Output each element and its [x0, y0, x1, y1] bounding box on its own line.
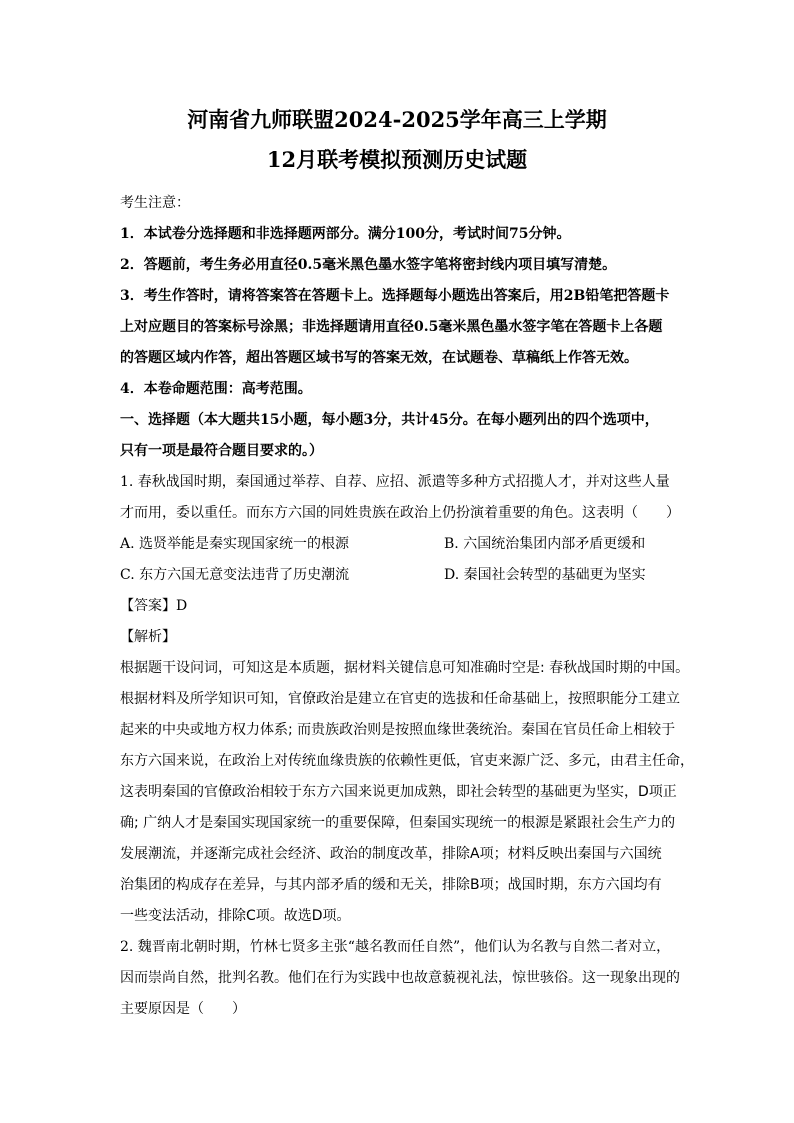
notice-item-1: 1．本试卷分选择题和非选择题两部分。满分100分，考试时间75分钟。	[120, 226, 571, 242]
question-2-stem-line-2: 因而崇尚自然，批判名教。他们在行为实践中也故意藐视礼法，惊世骇俗。这一现象出现的	[120, 970, 680, 986]
analysis-line: 根据题干设问词，可知这是本质题，据材料关键信息可知准确时空是: 春秋战国时期的中国。	[120, 660, 690, 676]
option-a: A. 选贤举能是秦实现国家统一的根源	[120, 536, 350, 552]
option-c: C. 东方六国无意变法违背了历史潮流	[120, 567, 350, 583]
notice-item-3-line-3: 的答题区域内作答，超出答题区域书写的答案无效，在试题卷、草稿纸上作答无效。	[120, 350, 638, 366]
notice-item-2: 2．答题前，考生务必用直径0.5毫米黑色墨水签字笔将密封线内项目填写清楚。	[120, 257, 617, 273]
analysis-line: 东方六国来说，在政治上对传统血缘贵族的依赖性更低，官吏来源广泛、多元，由君主任命，	[120, 753, 694, 769]
analysis-line: 这表明秦国的官僚政治相较于东方六国来说更加成熟，即社会转型的基础更为坚实，D项正	[120, 784, 677, 800]
notice-item-4: 4．本卷命题范围：高考范围。	[120, 381, 312, 397]
question-2-stem-line-3: 主要原因是（ ）	[120, 1001, 246, 1017]
analysis-line: 发展潮流，并逐渐完成社会经济、政治的制度改革，排除A项；材料反映出秦国与六国统	[120, 846, 662, 862]
analysis-line: 确; 广纳人才是秦国实现国家统一的重要保障，但秦国实现统一的根源是紧跟社会生产力的	[120, 815, 676, 831]
analysis-line: 根据材料及所学知识可知，官僚政治是建立在官吏的选拔和任命基础上，按照职能分工建立	[120, 691, 680, 707]
analysis-heading: 【解析】	[120, 629, 176, 645]
title-line-2: 12月联考模拟预测历史试题	[266, 147, 528, 172]
notice-item-3-line-2: 上对应题目的答案标号涂黑；非选择题请用直径0.5毫米黑色墨水签字笔在答题卡上各题	[120, 319, 663, 335]
analysis-body	[120, 653, 694, 932]
section-heading-line-1: 一、选择题（本大题共15小题，每小题3分，共计45分。在每小题列出的四个选项中，	[120, 412, 659, 428]
answer-label: 【答案】D	[120, 598, 188, 614]
notice-item-3-line-1: 3．考生作答时，请将答案答在答题卡上。选择题每小题选出答案后，用2B铅笔把答题卡	[120, 288, 670, 304]
question-1-stem-line-1: 1. 春秋战国时期，秦国通过举荐、自荐、应招、派遣等多种方式招揽人才，并对这些人量	[120, 474, 670, 490]
section-heading-line-2: 只有一项是最符合题目要求的。）	[120, 443, 323, 459]
notice-heading: 考生注意：	[120, 195, 190, 211]
question-2-stem-line-1: 2. 魏晋南北朝时期，竹林七贤多主张“越名教而任自然”，他们认为名教与自然二者对立，	[120, 939, 671, 955]
title-line-1: 河南省九师联盟2024-2025学年高三上学期	[187, 107, 607, 132]
question-1-stem-line-2: 才而用，委以重任。而东方六国的同姓贵族在政治上仍扮演着重要的角色。这表明（ ）	[120, 505, 680, 521]
analysis-line: 治集团的构成存在差异，与其内部矛盾的缓和无关，排除B项；战国时期，东方六国均有	[120, 877, 662, 893]
option-b: B. 六国统治集团内部矛盾更缓和	[444, 536, 646, 552]
analysis-line: 起来的中央或地方权力体系; 而贵族政治则是按照血缘世袭统治。秦国在官员任命上相较于	[120, 722, 676, 738]
analysis-line: 一些变法活动，排除C项。故选D项。	[120, 908, 351, 924]
question-1-options	[120, 529, 674, 591]
option-d: D. 秦国社会转型的基础更为坚实	[444, 567, 646, 583]
